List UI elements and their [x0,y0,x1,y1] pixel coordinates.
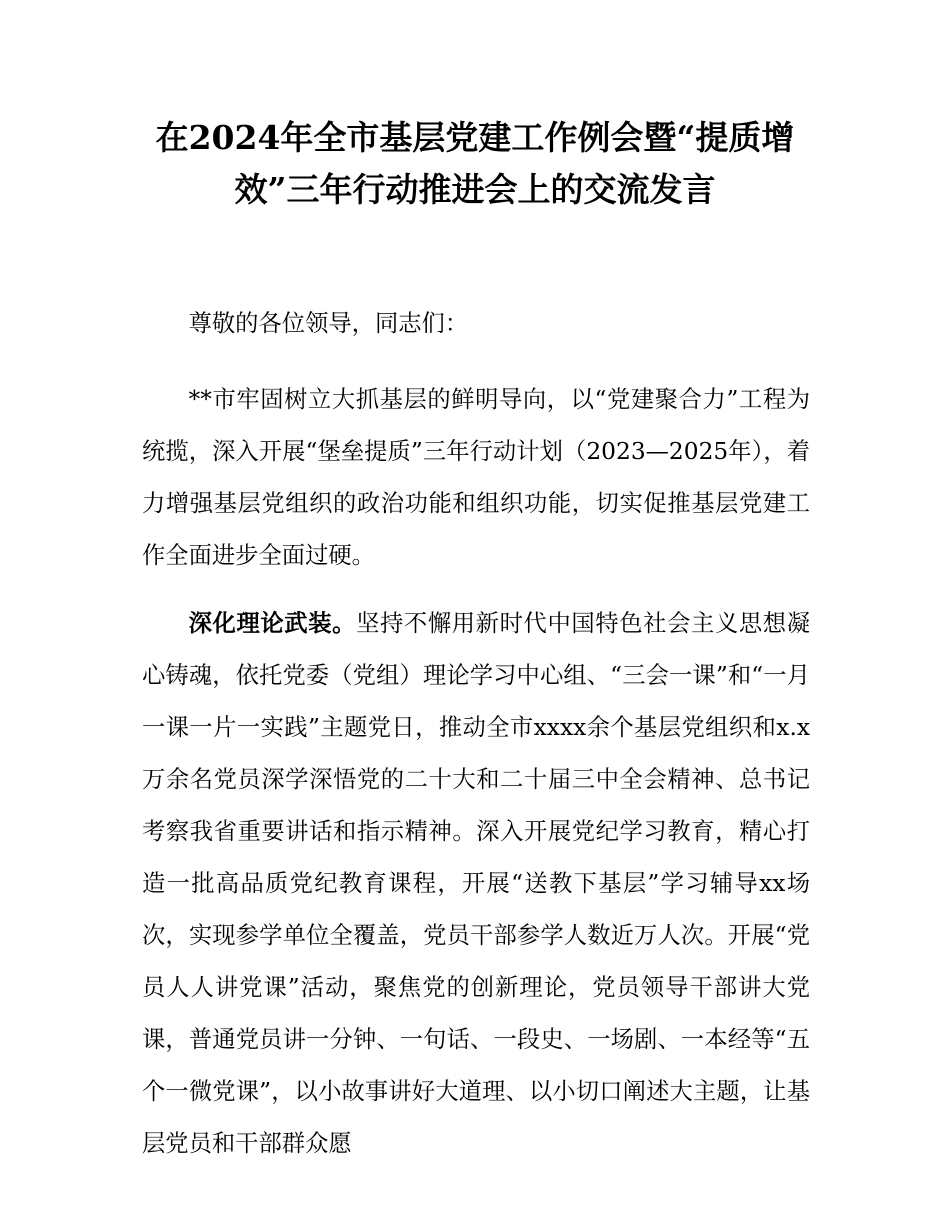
intro-paragraph: **市牢固树立大抓基层的鲜明导向，以“党建聚合力”工程为统揽，深入开展“堡垒提质”三年行动计划（2023—2025年），着力增强基层党组织的政治功能和组织功能，切实促推基层党建工作全面进步全面过硬。 [142,386,810,569]
salutation: 尊敬的各位领导，同志们： [188,310,469,337]
section-heading: 深化理论武装。 [188,610,357,637]
document-body [142,298,810,1170]
section-text: 坚持不懈用新时代中国特色社会主义思想凝心铸魂，依托党委（党组）理论学习中心组、“三会一课”和“一月一课一片一实践”主题党日，推动全市xxxx余个基层党组织和x.x万余名党员深学深悟党的二十大和二十届三中全会精神、总书记考察我省重要讲话和指示精神。深入开展党纪学习教育，精心打造一批高品质党纪教育课程，开展“送教下基层”学习辅导xx场次，实现参学单位全覆盖，党员干部参学人数近万人次。开展“党员人人讲党课”活动，聚焦党的创新理论，党员领导干部讲大党课，普通党员讲一分钟、一句话、一段史、一场剧、一本经等“五个一微党课”，以小故事讲好大道理、以小切口阐述大主题，让基层党员和干部群众愿 [142,610,811,1157]
document-title: 在2024年全市基层党建工作例会暨“提质增效”三年行动推进会上的交流发言 [155,118,795,209]
section-paragraph [142,598,810,1170]
